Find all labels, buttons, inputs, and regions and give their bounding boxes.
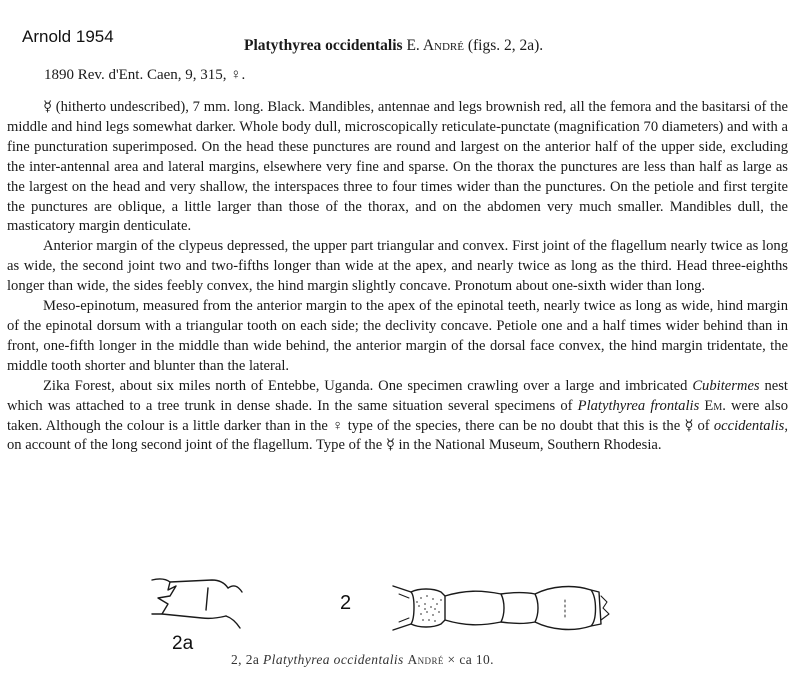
species-heading [244,37,543,55]
figure-reference: (figs. 2, 2a). [467,37,544,54]
species-author: E. André [406,37,464,54]
description-body [7,98,788,456]
species-occidentalis: occidentalis [713,417,785,434]
paragraph-locality: Zika Forest, about six miles north of Entebbe, Uganda. One specimen crawling over a large and imbricated Cubitermes nest which was attached to a tree trunk in dense shade. In the same situation several specimens of Platythyrea frontalis Em. were also taken. Although the colour is a little darker than in the ♀ type of the species, there can be no doubt that this is the ☿ of occidentalis, on account of the long second joint of the flagellum. Type of the ☿ in the National Museum, Southern Rhodesia. [7,377,788,454]
figure-2a-label: 2a [172,633,194,654]
original-citation: 1890 Rev. d'Ent. Caen, 9, 315, ♀. [44,67,246,83]
paragraph-head-description: Anterior margin of the clypeus depressed, the upper part triangular and convex. First joint of the flagellum nearly twice as long as wide, the second joint two and two-fifths longer than wide at the apex, and nearly twice as long as the third. Head three-eighths longer than wide, the sides feebly convex, the hind margin slightly concave. Pronotum about one-sixth wider than long. [7,238,788,295]
species-name: Platythyrea occidentalis [244,37,403,54]
paragraph-worker-description: ☿ (hitherto undescribed), 7 mm. long. Black. Mandibles, antennae and legs brownish red, all the femora and the basitarsi of the middle and hind legs somewhat darker. Whole body dull, microscopically reticulate-punctate (magnification 70 diameters) and with a fine puncturation superimposed. On the head these punctures are round and largest on the anterior half of the upper side, excluding the inter-antennal area and lateral margins, elsewhere very fine and sparse. On the thorax the punctures are less than half as large as the largest on the head and very shallow, the interspaces three to four times wider than the punctures. On the petiole and first tergite the punctures are oblique, a little larger than those of the thorax, and on the abdomen very much smaller. Mandibles dull, the masticatory margin denticulate. [7,99,788,235]
figure-caption: 2, 2a Platythyrea occidentalis André × ca 10. [231,652,494,667]
figure-2-label: 2 [340,592,352,614]
figure-2-flagellum-drawing [385,578,617,640]
paragraph-thorax-description: Meso-epinotum, measured from the anterior margin to the apex of the epinotal teeth, nearly twice as long as wide, hind margin of the epinotal dorsum with a triangular tooth on each side; the declivity concave. Petiole one and a half times wider behind than in front, one-fifth longer in the middle than wide behind, the anterior margin of the dorsal face convex, the hind margin tridentate, the middle tooth shorter and blunter than the lateral. [7,298,788,374]
figure-2a-petiole-drawing [146,574,246,636]
genus-cubitermes: Cubitermes [692,377,760,394]
document-tag: Arnold 1954 [22,27,114,46]
species-frontalis: Platythyrea frontalis [577,397,700,414]
